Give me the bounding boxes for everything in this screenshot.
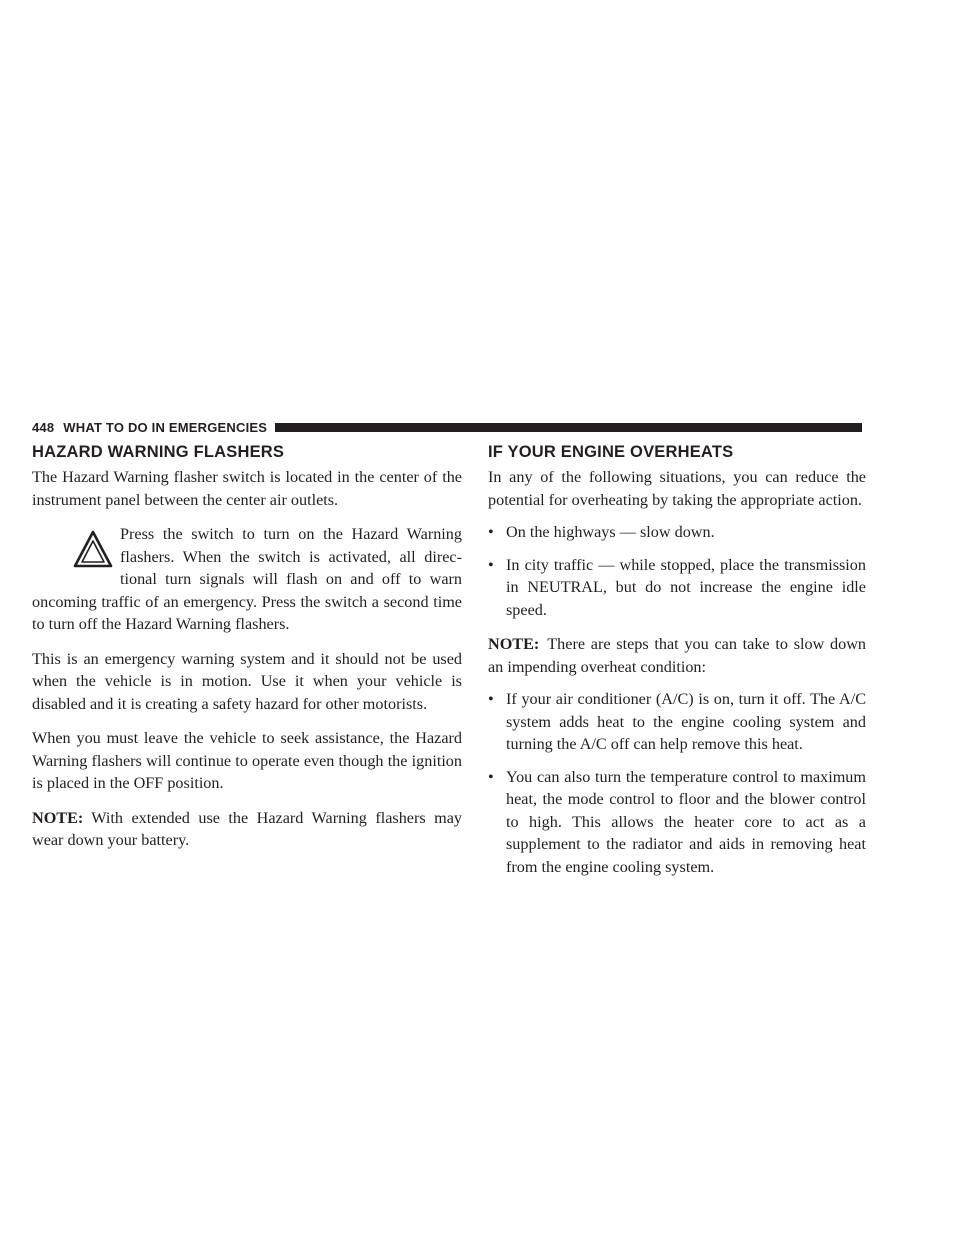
- hazard-paragraph-3: This is an emergency warning system and it should not be used when the vehicle is in motion. Use it when your vehicle is disabled and it is creating a safety hazard for other motorists.: [32, 649, 462, 713]
- page-header: [32, 418, 862, 436]
- list-item: [488, 766, 866, 879]
- overheat-intro: In any of the following situations, you can reduce the potential for overheating by taking the appropriate action.: [488, 468, 866, 509]
- note-label: NOTE:: [32, 808, 84, 827]
- list-item-text: In city traffic — while stopped, place the transmission in NEUTRAL, but do not increase the engine idle speed.: [506, 555, 866, 619]
- list-item: [488, 521, 866, 544]
- section-title: WHAT TO DO IN EMERGENCIES: [63, 419, 268, 435]
- right-column: [488, 443, 866, 890]
- list-item-text: You can also turn the temperature control to maximum heat, the mode control to floor and the blower control to high. This allows the heater core to act as a supplement to the radiator and aids in removing heat from the engine cooling system.: [506, 767, 866, 876]
- list-item: [488, 554, 866, 622]
- warning-block: [32, 523, 462, 636]
- note-text: With extended use the Hazard Warning flashers may wear down your battery.: [32, 808, 462, 849]
- list-item: [488, 688, 866, 756]
- overheat-list-2: [488, 688, 866, 878]
- hazard-paragraph-1: The Hazard Warning flasher switch is located in the center of the instrument panel between the center air outlets.: [32, 468, 462, 509]
- page-number: 448: [32, 419, 55, 435]
- hazard-heading: HAZARD WARNING FLASHERS: [32, 443, 285, 461]
- bullet-icon: •: [488, 690, 494, 708]
- hazard-note: [32, 807, 462, 852]
- left-column: [32, 443, 462, 864]
- hazard-paragraph-2: Press the switch to turn on the Hazard Warning flashers. When the switch is activated, all direc- tional turn signals will flash on and off to warn oncoming traffic of an emergency. Press the switch a second time to turn off the Hazard Warning flashers.: [32, 525, 462, 633]
- overheat-list-1: [488, 521, 866, 621]
- note-label: NOTE:: [488, 635, 540, 653]
- hazard-paragraph-4: When you must leave the vehicle to seek assistance, the Hazard Warning flashers will continue to operate even though the ignition is placed in the OFF position.: [32, 729, 462, 792]
- list-item-text: On the highways — slow down.: [506, 523, 715, 541]
- note-text: There are steps that you can take to slow down an impending overheat condition:: [488, 635, 866, 676]
- hazard-triangle-icon: [72, 529, 114, 569]
- overheat-heading: IF YOUR ENGINE OVERHEATS: [488, 443, 734, 461]
- list-item-text: If your air conditioner (A/C) is on, turn it off. The A/C system adds heat to the engine cooling system and turning the A/C off can help remove this heat.: [506, 690, 866, 753]
- bullet-icon: •: [488, 555, 494, 574]
- header-rule: [275, 423, 862, 432]
- overheat-note: [488, 633, 866, 678]
- bullet-icon: •: [488, 767, 494, 786]
- bullet-icon: •: [488, 523, 494, 541]
